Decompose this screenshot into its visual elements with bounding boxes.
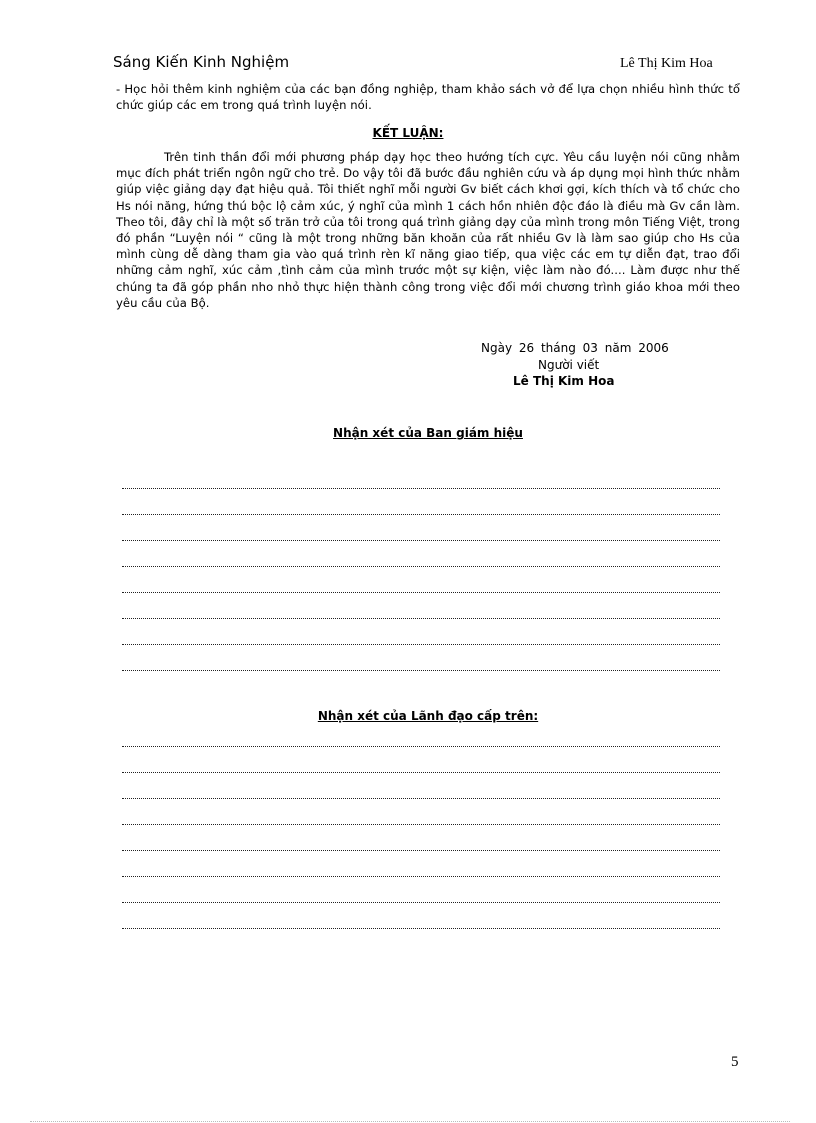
dotted-line xyxy=(122,902,720,903)
school-review-title: Nhận xét của Ban giám hiệu xyxy=(333,426,523,440)
dotted-line xyxy=(122,798,720,799)
conclusion-paragraph: Trên tinh thần đổi mới phương pháp dạy học theo hướng tích cực. Yêu cầu luyện nói cũng nhằm mục đích phát triển ngôn ngữ cho trẻ. Do vậy tôi đã bước đầu nghiên cứu và áp dụng mọi hình thức nhằm giúp việc giảng dạy đạt hiệu quả. Tôi thiết nghĩ mỗi người Gv biết cách khơi gợi, kích thích và tổ chức cho Hs nói năng, hứng thú bộc lộ cảm xúc, ý nghĩ của mình 1 cách hồn nhiên độc đáo là điều mà Gv cần làm. Theo tôi, đây chỉ là một số trăn trở của tôi trong quá trình giảng dạy của mình trong môn Tiếng Việt, trong đó phần “Luyện nói “ cũng là một trong những băn khoăn của rất nhiều Gv là làm sao giúp cho Hs của mình cùng dễ dàng tham gia vào quá trình rèn kĩ năng giao tiếp, qua việc các em tự diễn đạt, trao đổi những cảm nghĩ, xúc cảm ,tình cảm của mình trước một sự kiện, việc làm nào đó.... Làm được như thế chúng ta đã góp phần nho nhỏ thực hiện thành công trong việc đổi mới chương trình giáo khoa mới theo yêu cầu của Bộ. xyxy=(116,150,740,310)
dotted-line xyxy=(122,566,720,567)
dotted-line xyxy=(122,746,720,747)
intro-paragraph: - Học hỏi thêm kinh nghiệm của các bạn đồng nghiệp, tham khảo sách vở để lựa chọn nhiều hình thức tổ chức giúp các em trong quá trình luyện nói. xyxy=(116,82,740,113)
footer-divider xyxy=(30,1121,790,1122)
header-author: Lê Thị Kim Hoa xyxy=(620,56,713,71)
dotted-line xyxy=(122,644,720,645)
signature-role: Người viết xyxy=(538,358,600,372)
signature-name: Lê Thị Kim Hoa xyxy=(513,374,615,388)
dotted-line xyxy=(122,824,720,825)
header-title: Sáng Kiến Kinh Nghiệm xyxy=(113,53,290,71)
dotted-line xyxy=(122,618,720,619)
dotted-line xyxy=(122,928,720,929)
conclusion-title: KẾT LUẬN: xyxy=(372,126,444,140)
page-number: 5 xyxy=(731,1054,739,1070)
dotted-line xyxy=(122,850,720,851)
dotted-line xyxy=(122,670,720,671)
dotted-line xyxy=(122,488,720,489)
dotted-line xyxy=(122,772,720,773)
superior-review-title: Nhận xét của Lãnh đạo cấp trên: xyxy=(317,709,539,723)
dotted-line xyxy=(122,876,720,877)
dotted-line xyxy=(122,592,720,593)
dotted-line xyxy=(122,514,720,515)
dotted-line xyxy=(122,540,720,541)
signature-date: Ngày 26 tháng 03 năm 2006 xyxy=(481,341,669,355)
